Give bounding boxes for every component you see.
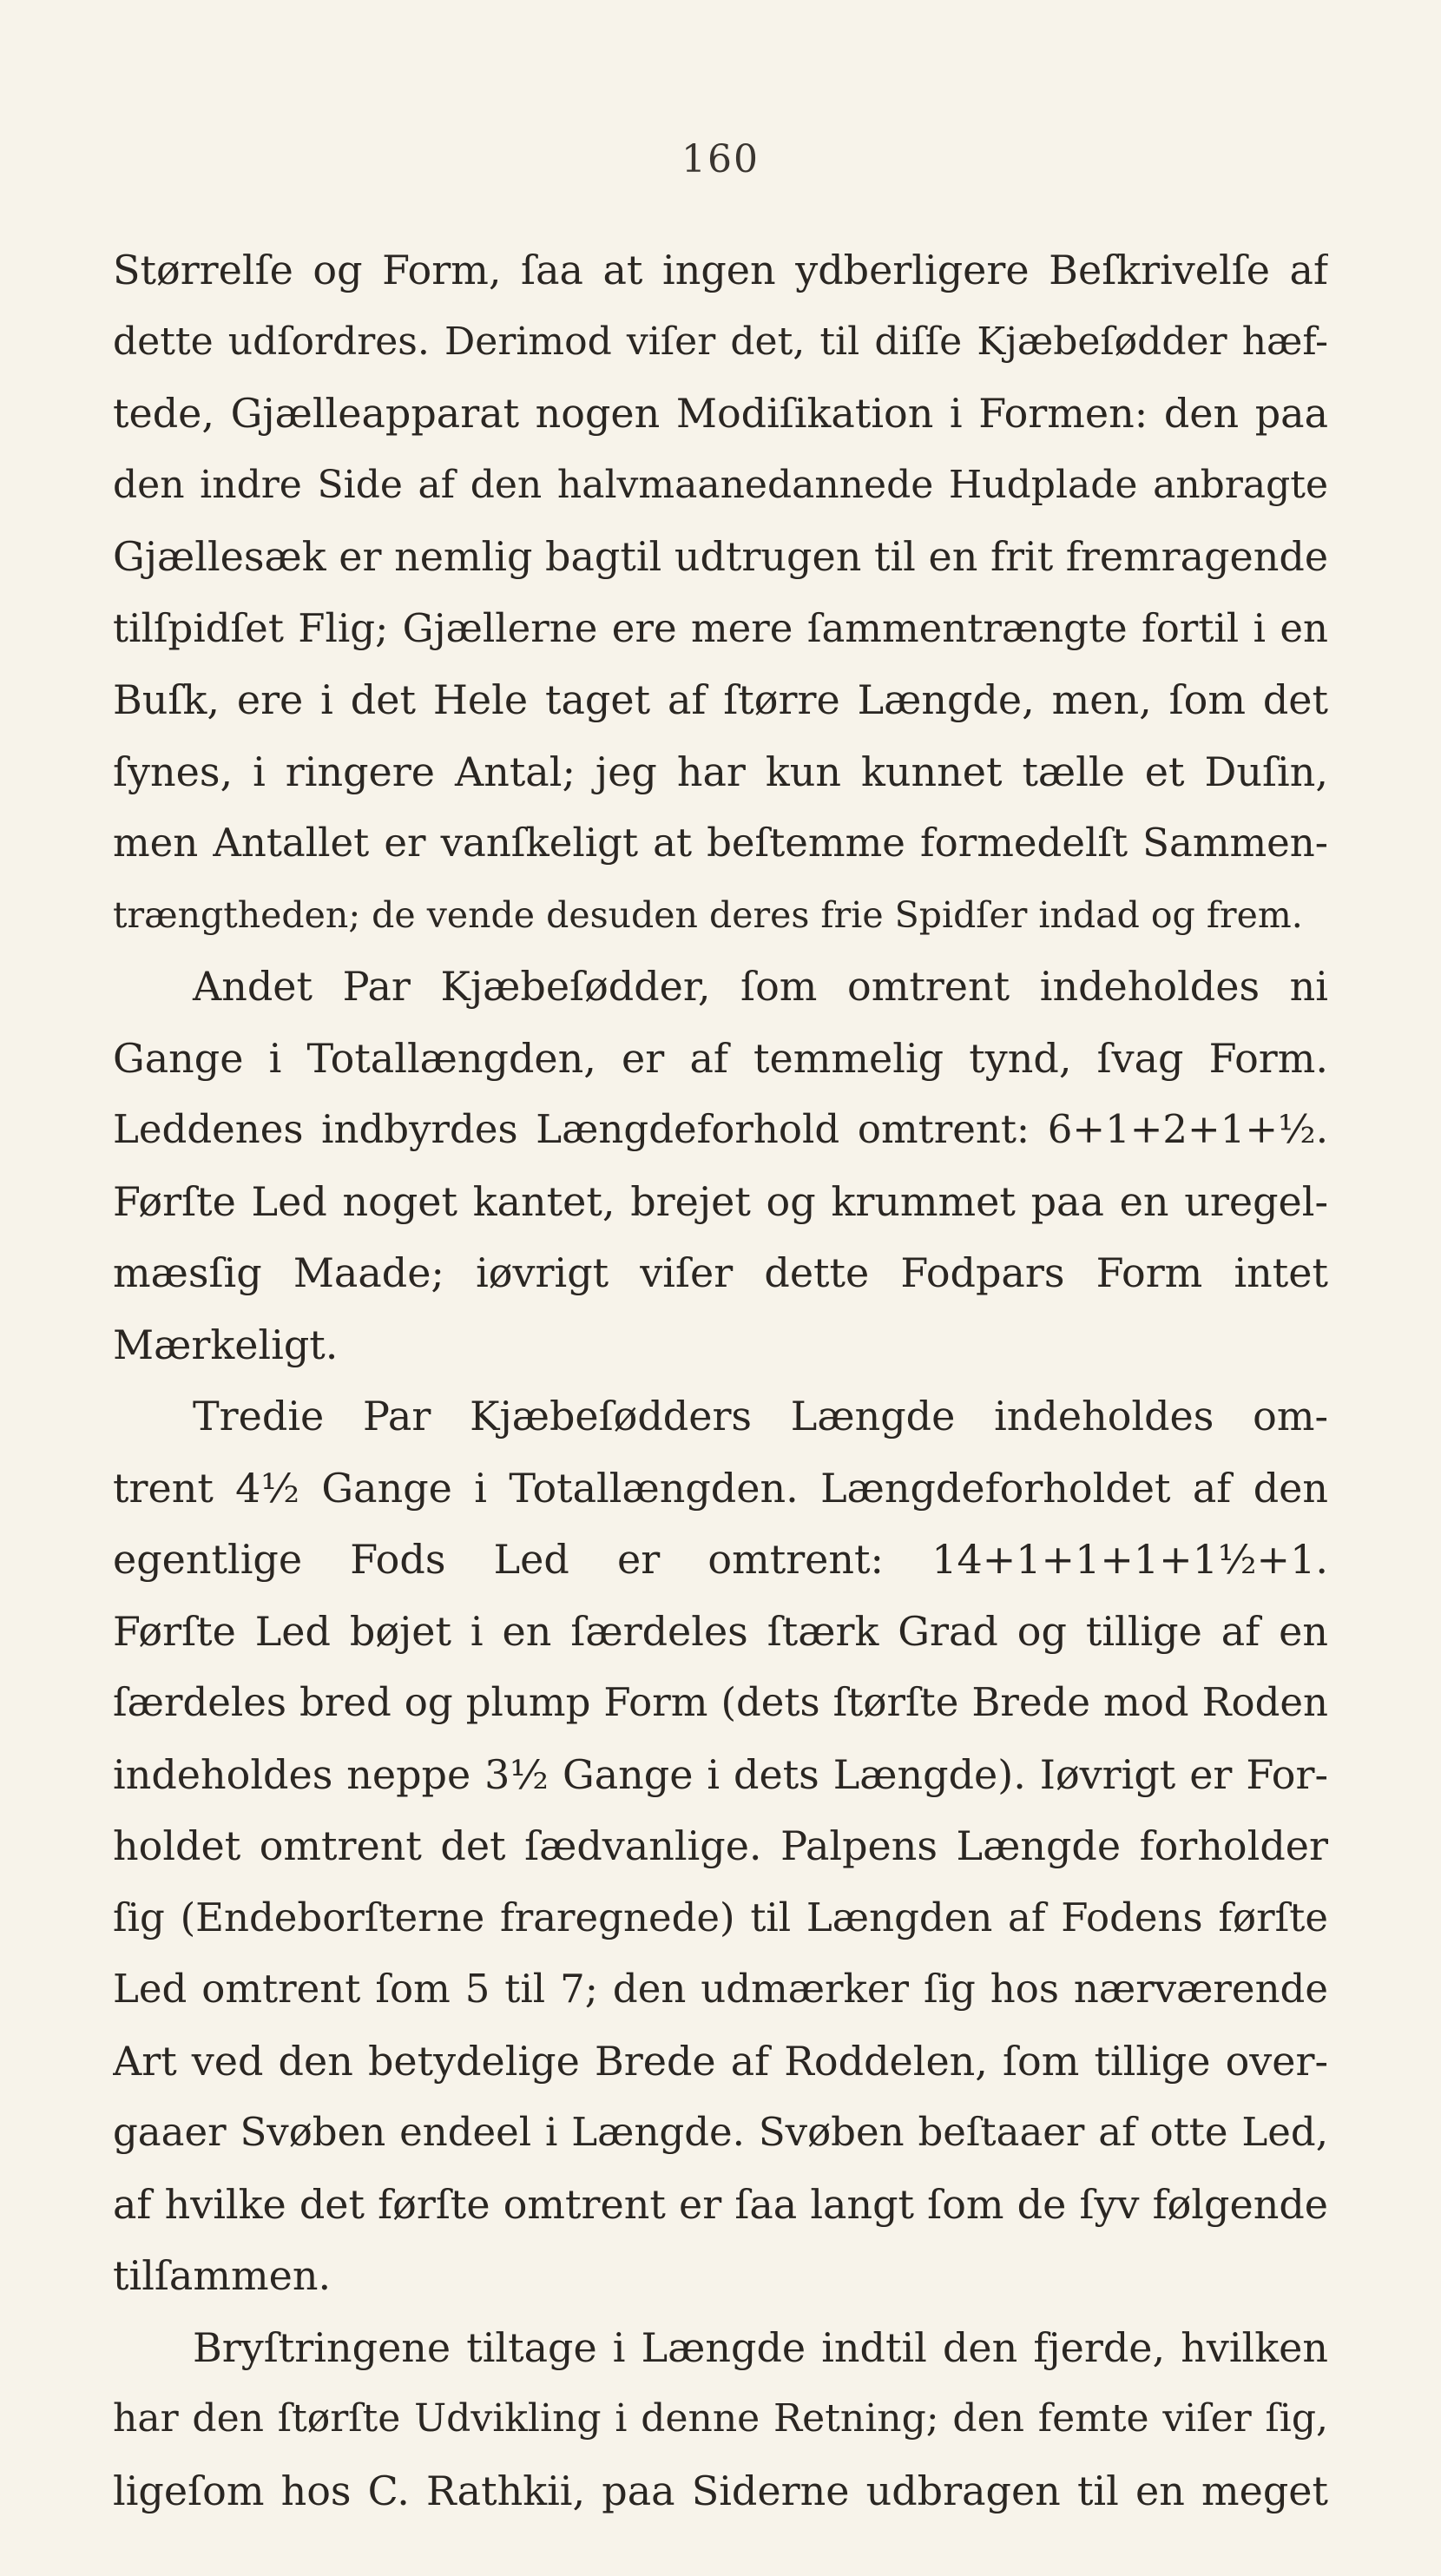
- text-line: tilſammen.: [113, 2252, 332, 2299]
- text-line: Størrelſe og Form, ſaa at ingen ydberligere Beſkrivelſe af: [113, 247, 1328, 293]
- text-line: egentlige Fods Led er omtrent: 14+1+1+1+1½+1.: [113, 1536, 1328, 1583]
- text-line: trængtheden; de vende desuden deres frie Spidſer indad og frem.: [113, 893, 1303, 936]
- page-number: 160: [681, 137, 760, 181]
- text-line: Førſte Led noget kantet, brejet og krummet paa en uregel-: [113, 1177, 1328, 1225]
- text-line: indeholdes neppe 3½ Gange i dets Længde). Iøvrigt er For-: [113, 1750, 1328, 1798]
- text-line: trent 4½ Gange i Totallængden. Længdeforholdet af den: [113, 1464, 1328, 1512]
- text-line: ſig (Endeborſterne fraregnede) til Længden af Fodens førſte: [113, 1894, 1328, 1940]
- text-line: Leddenes indbyrdes Længdeforhold omtrent: 6+1+2+1+½.: [113, 1106, 1328, 1152]
- text-line: holdet omtrent det ſædvanlige. Palpens Længde forholder: [113, 1822, 1328, 1869]
- text-line: tilſpidſet Flig; Gjællerne ere mere ſammentrængte fortil i en: [113, 604, 1328, 651]
- text-line: tede, Gjælleapparat nogen Modiſikation i Formen: den paa: [113, 390, 1328, 437]
- body-text: [113, 234, 1328, 2527]
- text-line: men Antallet er vanſkeligt at beſtemme formedelſt Sammen-: [113, 820, 1328, 866]
- text-line: Tredie Par Kjæbeſødders Længde indeholdes om-: [193, 1393, 1328, 1440]
- text-line: Mærkeligt.: [113, 1321, 339, 1368]
- text-line: har den ſtørſte Udvikling i denne Retning; den femte viſer ſig,: [113, 2396, 1328, 2441]
- text-line: Art ved den betydelige Brede af Roddelen, ſom tillige over-: [113, 2037, 1328, 2085]
- text-line: dette udſordres. Derimod viſer det, til diſſe Kjæbeſødder hæf-: [113, 319, 1328, 364]
- text-line: Bryſtringene tiltage i Længde indtil den fjerde, hvilken: [193, 2323, 1328, 2371]
- text-line: ſynes, i ringere Antal; jeg har kun kunnet tælle et Duſin,: [113, 748, 1328, 795]
- text-line: ligeſom hos C. Rathkii, paa Siderne udbragen til en meget: [113, 2467, 1328, 2514]
- text-line: Led omtrent ſom 5 til 7; den udmærker ſig hos nærværende: [113, 1966, 1328, 2012]
- text-line: gaaer Svøben endeel i Længde. Svøben beſtaaer af otte Led,: [113, 2109, 1328, 2155]
- text-line: ſærdeles bred og plump Form (dets ſtørſte Brede mod Roden: [113, 1679, 1328, 1725]
- text-line: Andet Par Kjæbeſødder, ſom omtrent indeholdes ni: [193, 963, 1328, 1010]
- text-line: mæsſig Maade; iøvrigt viſer dette Fodpars Form intet: [113, 1249, 1328, 1296]
- text-line: den indre Side af den halvmaanedannede Hudplade anbragte: [113, 462, 1328, 507]
- text-line: Førſte Led bøjet i en ſærdeles ſtærk Grad og tillige af en: [113, 1607, 1328, 1655]
- text-line: Buſk, ere i det Hele taget af ſtørre Længde, men, ſom det: [113, 676, 1328, 723]
- text-line: Gjællesæk er nemlig bagtil udtrugen til en frit fremragende: [113, 533, 1328, 580]
- text-line: Gange i Totallængden, er af temmelig tynd, ſvag Form.: [113, 1034, 1328, 1082]
- text-line: af hvilke det førſte omtrent er ſaa langt ſom de ſyv følgende: [113, 2180, 1328, 2228]
